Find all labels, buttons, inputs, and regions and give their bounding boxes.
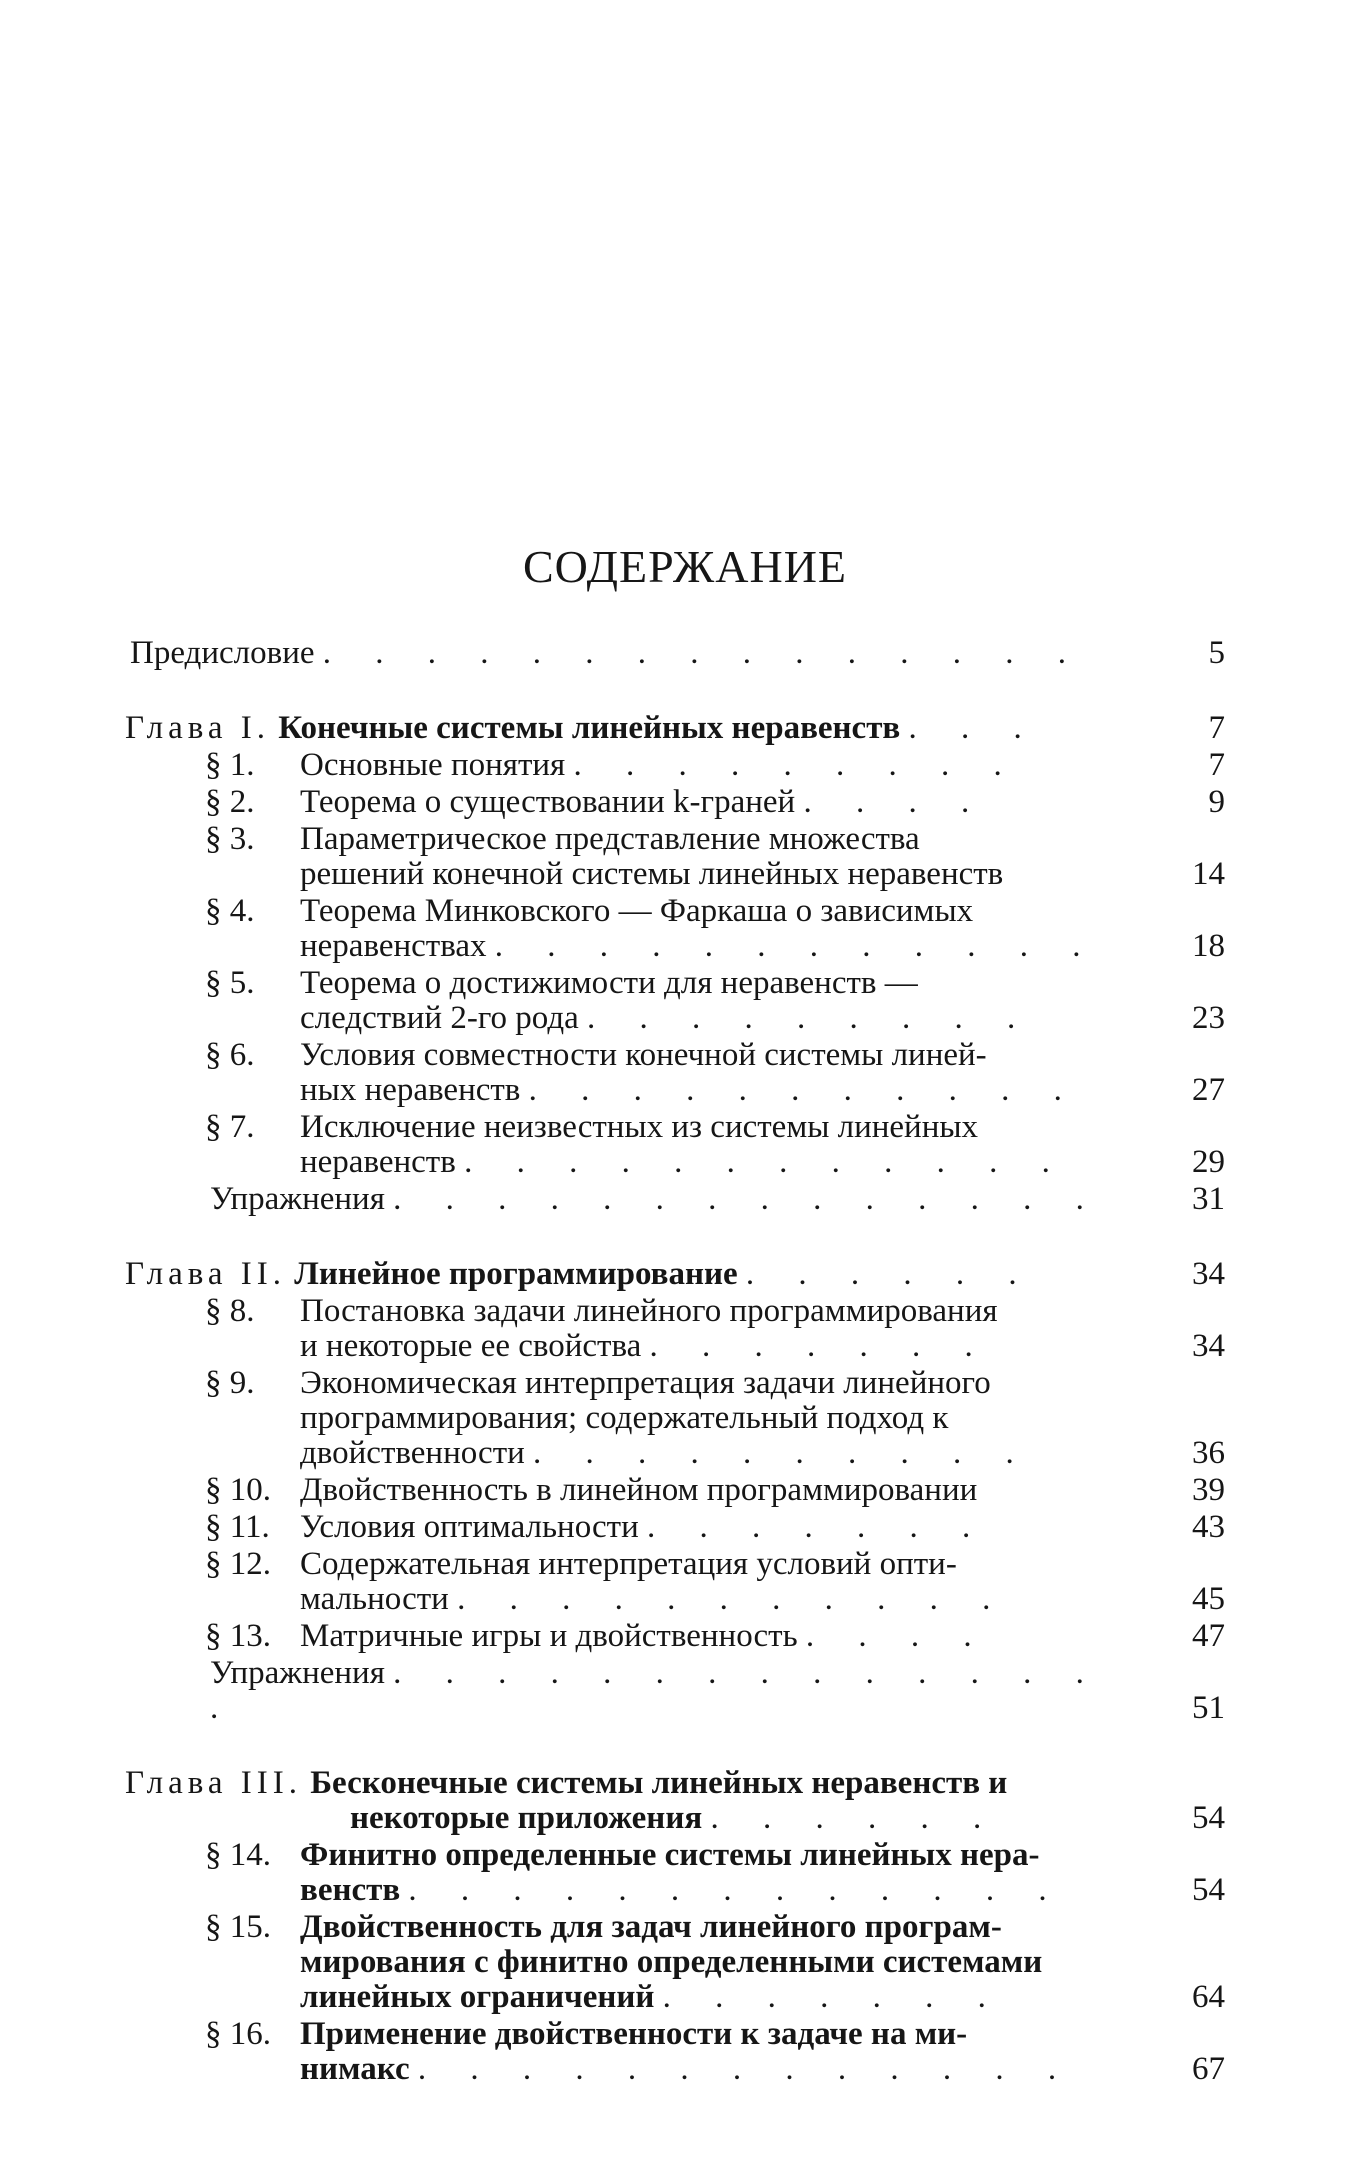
table-of-contents <box>125 636 1225 2087</box>
page-number: 5 <box>1208 635 1225 671</box>
section-title: Матричные игры и двойственность <box>300 1618 798 1654</box>
toc-section-9[interactable] <box>125 1366 1225 1471</box>
section-title-line-2: ных неравенств <box>300 1072 521 1108</box>
leader-dots: . . . . . . . . . . . <box>528 1072 1080 1108</box>
toc-section-16[interactable] <box>125 2017 1225 2087</box>
section-number: § 4. <box>205 893 255 929</box>
page-number: 27 <box>1192 1072 1225 1108</box>
section-title-line-1: Двойственность для задач линейного програм- <box>300 1909 1002 1945</box>
section-title-line-2: мирования с финитно определенными системами <box>300 1944 1043 1980</box>
section-title: Основные понятия <box>300 747 566 783</box>
toc-chapter-1[interactable] <box>125 711 1225 746</box>
toc-section-5[interactable] <box>125 966 1225 1036</box>
page-number: 31 <box>1192 1181 1225 1217</box>
section-title-line-2: венств <box>300 1872 401 1908</box>
section-title: Теорема о существовании k-граней <box>300 784 796 820</box>
section-number: § 14. <box>205 1837 271 1873</box>
toc-section-14[interactable] <box>125 1838 1225 1908</box>
toc-section-12[interactable] <box>125 1547 1225 1617</box>
section-title-line-2: нимакс <box>300 2051 410 2087</box>
leader-dots: . . . . <box>803 784 988 820</box>
section-title: Условия оптимальности <box>300 1509 639 1545</box>
chapter-title: Конечные системы линейных неравенств <box>278 710 901 746</box>
entry-title: Упражнения <box>210 1181 385 1217</box>
page-number: 64 <box>1192 1979 1225 2015</box>
page-number: 47 <box>1192 1618 1225 1654</box>
toc-section-4[interactable] <box>125 894 1225 964</box>
section-number: § 5. <box>205 965 255 1001</box>
toc-chapter-3[interactable] <box>125 1766 1225 1836</box>
leader-dots: . . . . . . <box>710 1800 1000 1836</box>
page-number: 29 <box>1192 1144 1225 1180</box>
page-number: 34 <box>1192 1256 1225 1292</box>
toc-exercises-1[interactable] <box>125 1182 1225 1217</box>
section-title-line-2: решений конечной системы линейных неравенств <box>300 856 1004 892</box>
leader-dots: . . . . . . . . . . . . . . <box>393 1181 1102 1217</box>
leader-dots: . . . . . . . . . . . . . <box>408 1872 1065 1908</box>
section-title-line-2: следствий 2-го рода <box>300 1000 579 1036</box>
section-number: § 11. <box>205 1509 270 1545</box>
toc-section-10[interactable] <box>125 1473 1225 1508</box>
section-title-line-2: мальности <box>300 1581 449 1617</box>
toc-section-15[interactable] <box>125 1910 1225 2015</box>
page-number: 18 <box>1192 928 1225 964</box>
section-title-line-1: Теорема Минковского — Фаркаша о зависимых <box>300 893 974 929</box>
toc-section-11[interactable] <box>125 1510 1225 1545</box>
leader-dots: . . . . . . . . . <box>587 1000 1034 1036</box>
page-number: 9 <box>1208 784 1225 820</box>
section-title-line-1: Финитно определенные системы линейных нера- <box>300 1837 1040 1873</box>
leader-dots: . . . . . . . . . . . . . . . <box>210 1655 1102 1726</box>
section-title-line-1: Параметрическое представление множества <box>300 821 920 857</box>
page-number: 51 <box>1192 1690 1225 1726</box>
section-title-line-2: неравенств <box>300 1144 456 1180</box>
page-title: СОДЕРЖАНИЕ <box>522 541 848 592</box>
toc-section-2[interactable] <box>125 785 1225 820</box>
leader-dots: . . . . . . . <box>649 1328 991 1364</box>
toc-section-3[interactable] <box>125 822 1225 892</box>
section-title-line-2: неравенствах <box>300 928 487 964</box>
chapter-label: Глава II. <box>125 1256 286 1292</box>
section-number: § 8. <box>205 1293 255 1329</box>
chapter-title-line-1: Бесконечные системы линейных неравенств и <box>310 1765 1008 1801</box>
section-title: Двойственность в линейном программировании <box>300 1472 978 1508</box>
section-number: § 12. <box>205 1546 271 1582</box>
toc-section-13[interactable] <box>125 1619 1225 1654</box>
section-number: § 1. <box>205 747 255 783</box>
leader-dots: . . . . . . . <box>647 1509 989 1545</box>
leader-dots: . . . . . . . <box>662 1979 1004 2015</box>
chapter-label: Глава III. <box>125 1765 302 1801</box>
section-number: § 9. <box>205 1365 255 1401</box>
leader-dots: . . . . . . . . . . . . <box>464 1144 1068 1180</box>
leader-dots: . . . . <box>805 1618 990 1654</box>
section-number: § 3. <box>205 821 255 857</box>
entry-title: Упражнения <box>210 1655 385 1691</box>
page-number: 23 <box>1192 1000 1225 1036</box>
section-title-line-1: Исключение неизвестных из системы линейных <box>300 1109 979 1145</box>
section-number: § 10. <box>205 1472 271 1508</box>
chapter-title-line-2: некоторые приложения <box>350 1800 703 1836</box>
section-number: § 2. <box>205 784 255 820</box>
page-number: 7 <box>1208 710 1225 746</box>
toc-exercises-2[interactable] <box>125 1656 1225 1726</box>
page-number: 67 <box>1192 2051 1225 2087</box>
page-number: 7 <box>1208 747 1225 783</box>
entry-title: Предисловие <box>130 635 315 671</box>
page-number: 36 <box>1192 1435 1225 1471</box>
section-title-line-1: Теорема о достижимости для неравенств — <box>300 965 918 1001</box>
section-title-line-1: Экономическая интерпретация задачи линейного <box>300 1365 991 1401</box>
section-number: § 13. <box>205 1618 271 1654</box>
section-title-line-3: двойственности <box>300 1435 525 1471</box>
section-title-line-2: программирования; содержательный подход к <box>300 1400 949 1436</box>
leader-dots: . . . . . . . . . . . . . . . <box>322 635 1084 671</box>
toc-section-1[interactable] <box>125 748 1225 783</box>
section-number: § 7. <box>205 1109 255 1145</box>
page-number: 34 <box>1192 1328 1225 1364</box>
section-title-line-1: Применение двойственности к задаче на ми- <box>300 2016 968 2052</box>
leader-dots: . . . . . . . . . . . <box>457 1581 1009 1617</box>
leader-dots: . . . . . . <box>745 1256 1035 1292</box>
section-title-line-1: Условия совместности конечной системы линей- <box>300 1037 987 1073</box>
section-number: § 15. <box>205 1909 271 1945</box>
page-number: 54 <box>1192 1800 1225 1836</box>
section-number: § 16. <box>205 2016 271 2052</box>
toc-section-7[interactable] <box>125 1110 1225 1180</box>
page-number: 39 <box>1192 1472 1225 1508</box>
leader-dots: . . . . . . . . . . . . . <box>417 2051 1075 2087</box>
toc-section-6[interactable] <box>125 1038 1225 1108</box>
page-number: 45 <box>1192 1581 1225 1617</box>
toc-chapter-2[interactable] <box>125 1257 1225 1292</box>
section-number: § 6. <box>205 1037 255 1073</box>
page-number: 14 <box>1192 856 1225 892</box>
section-title-line-1: Содержательная интерпретация условий опти- <box>300 1546 957 1582</box>
page-number: 54 <box>1192 1872 1225 1908</box>
leader-dots: . . . <box>908 710 1040 746</box>
leader-dots: . . . . . . . . . <box>573 747 1020 783</box>
leader-dots: . . . . . . . . . . <box>533 1435 1032 1471</box>
section-title-line-2: и некоторые ее свойства <box>300 1328 642 1364</box>
leader-dots: . . . . . . . . . . . . <box>494 928 1099 964</box>
toc-section-8[interactable] <box>125 1294 1225 1364</box>
toc-entry-preface[interactable] <box>125 636 1225 671</box>
page-number: 43 <box>1192 1509 1225 1545</box>
chapter-label: Глава I. <box>125 710 270 746</box>
chapter-title: Линейное программирование <box>294 1256 738 1292</box>
section-title-line-1: Постановка задачи линейного программирования <box>300 1293 998 1329</box>
section-title-line-3: линейных ограничений <box>300 1979 655 2015</box>
